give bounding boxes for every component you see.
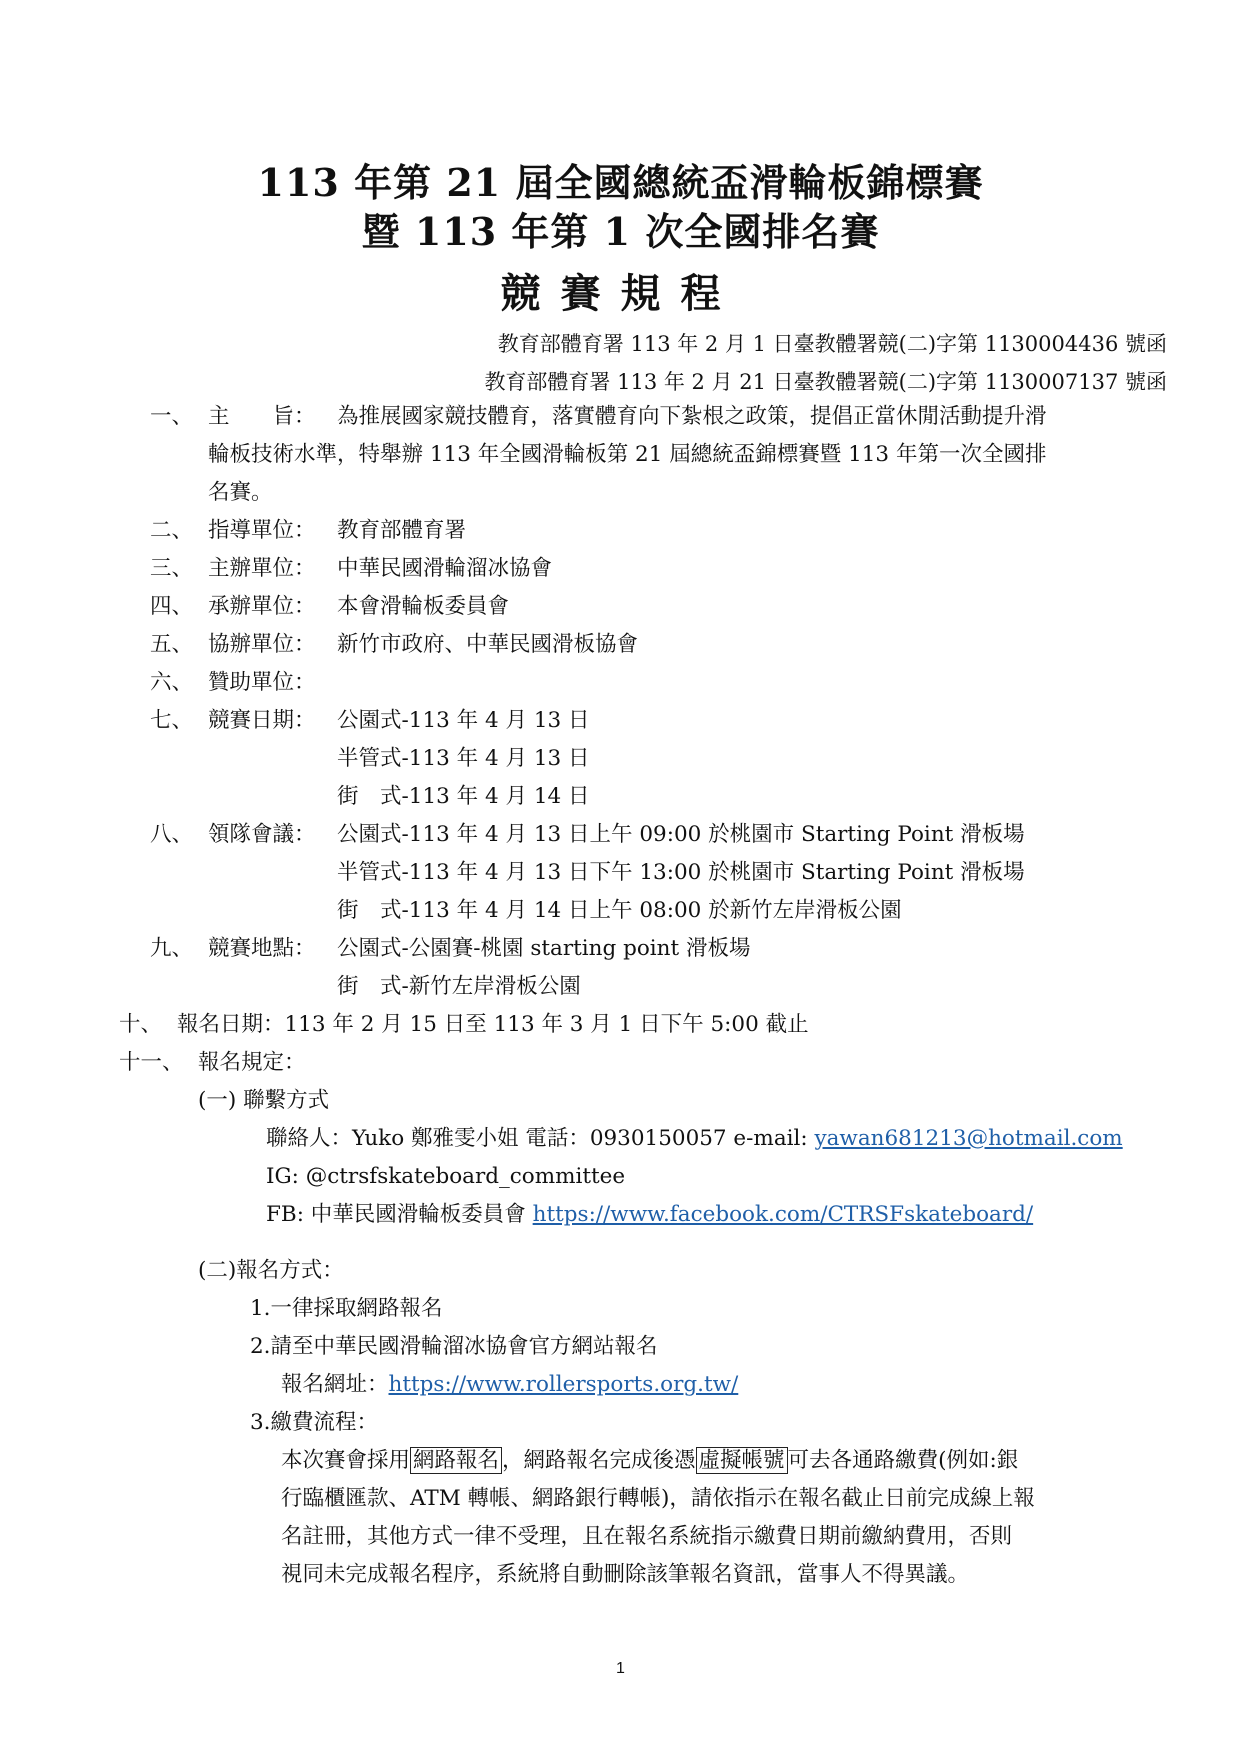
title-line-2: 暨 113 年第 1 次全國排名賽: [361, 209, 880, 254]
page-number: 1: [616, 1660, 625, 1677]
section-meeting-line-3: 街 式-113 年 4 月 14 日上午 08:00 於新竹左岸滑板公園: [337, 898, 902, 923]
facebook-link[interactable]: https://www.facebook.com/CTRSFskateboard/: [532, 1202, 1034, 1227]
section-executor-value: 本會滑輪板委員會: [337, 594, 510, 619]
payment-line-3: 名註冊，其他方式一律不受理，且在報名系統指示繳費日期前繳納費用，否則: [281, 1524, 1013, 1549]
section-venue-label: 競賽地點：: [208, 936, 316, 961]
section-coorganizer-num: 五、: [150, 632, 194, 657]
section-purpose-line-2: 輪板技術水準，特舉辦 113 年全國滑輪板第 21 屆總統盃錦標賽暨 113 年第一次全國排: [208, 442, 1047, 467]
section-sponsor-label: 贊助單位：: [208, 670, 316, 695]
method-heading: (二)報名方式：: [198, 1258, 344, 1283]
contact-line: [266, 1120, 1123, 1158]
contact-fb-label: FB: 中華民國滑輪板委員會: [266, 1202, 533, 1227]
section-meeting-label: 領隊會議：: [208, 822, 316, 847]
method-site-line: [281, 1366, 738, 1404]
section-venue-line-1: 公園式-公園賽-桃園 starting point 滑板場: [337, 936, 751, 961]
section-organizer-num: 三、: [150, 556, 194, 581]
section-purpose-num: 一、: [150, 404, 194, 429]
section-regrules-label: 報名規定：: [198, 1050, 306, 1075]
section-dates-line-3: 街 式-113 年 4 月 14 日: [337, 784, 590, 809]
method-item-1: 1.一律採取網路報名: [250, 1296, 443, 1321]
section-coorganizer-value: 新竹市政府、中華民國滑板協會: [337, 632, 639, 657]
contact-heading: (一) 聯繫方式: [198, 1088, 330, 1113]
reference-line-1: 教育部體育署 113 年 2 月 1 日臺教體署競(二)字第 1130004436 號函: [497, 332, 1167, 356]
section-coorganizer-label: 協辦單位：: [208, 632, 316, 657]
payment-line-1: [281, 1442, 1018, 1480]
title-line-1: 113 年第 21 屆全國總統盃滑輪板錦標賽: [257, 160, 984, 205]
section-regrules-num: 十一、: [119, 1050, 184, 1075]
reference-line-2: 教育部體育署 113 年 2 月 21 日臺教體署競(二)字第 1130007137 號函: [484, 370, 1167, 394]
method-site-label: 報名網址：: [281, 1372, 389, 1397]
section-guidance-num: 二、: [150, 518, 194, 543]
section-dates-line-2: 半管式-113 年 4 月 13 日: [337, 746, 590, 771]
section-meeting-line-2: 半管式-113 年 4 月 13 日下午 13:00 於桃園市 Starting Point 滑板場: [337, 860, 1025, 885]
virtual-account-box: 虛擬帳號: [696, 1447, 788, 1474]
section-purpose-label: 主 旨：: [208, 404, 316, 429]
section-executor-num: 四、: [150, 594, 194, 619]
section-purpose-line-1: 為推展國家競技體育，落實體育向下紮根之政策，提倡正當休閒活動提升滑: [337, 404, 1047, 429]
section-meeting-line-1: 公園式-113 年 4 月 13 日上午 09:00 於桃園市 Starting Point 滑板場: [337, 822, 1025, 847]
payment-text-a: 本次賽會採用: [281, 1448, 411, 1473]
section-dates-num: 七、: [150, 708, 194, 733]
section-meeting-num: 八、: [150, 822, 194, 847]
online-registration-box: 網路報名: [410, 1447, 502, 1474]
payment-line-4: 視同未完成報名程序，系統將自動刪除該筆報名資訊，當事人不得異議。: [281, 1562, 970, 1587]
section-sponsor-num: 六、: [150, 670, 194, 695]
payment-line-2: 行臨櫃匯款、ATM 轉帳、網路銀行轉帳)，請依指示在報名截止日前完成線上報: [281, 1486, 1035, 1511]
section-dates-label: 競賽日期：: [208, 708, 316, 733]
document-heading: 競賽規程: [500, 270, 741, 317]
section-guidance-label: 指導單位：: [208, 518, 316, 543]
section-organizer-value: 中華民國滑輪溜冰協會: [337, 556, 553, 581]
contact-person-phone: 聯絡人：Yuko 鄭雅雯小姐 電話：0930150057 e-mail:: [266, 1126, 815, 1151]
section-venue-num: 九、: [150, 936, 194, 961]
contact-fb-line: [266, 1196, 1033, 1234]
contact-ig: IG: @ctrsfskateboard_committee: [266, 1164, 626, 1189]
method-item-2: 2.請至中華民國滑輪溜冰協會官方網站報名: [250, 1334, 658, 1359]
payment-text-b: ，網路報名完成後憑: [502, 1448, 696, 1473]
section-regdate-num: 十、: [119, 1012, 163, 1037]
contact-email-link[interactable]: yawan681213@hotmail.com: [814, 1126, 1123, 1151]
section-organizer-label: 主辦單位：: [208, 556, 316, 581]
section-venue-line-2: 街 式-新竹左岸滑板公園: [337, 974, 581, 999]
section-dates-line-1: 公園式-113 年 4 月 13 日: [337, 708, 590, 733]
section-purpose-line-3: 名賽。: [208, 480, 273, 505]
section-executor-label: 承辦單位：: [208, 594, 316, 619]
section-guidance-value: 教育部體育署: [337, 518, 467, 543]
payment-text-c: 可去各通路繳費(例如:銀: [787, 1448, 1019, 1473]
section-regdate-text: 報名日期：113 年 2 月 15 日至 113 年 3 月 1 日下午 5:00 截止: [177, 1012, 809, 1037]
method-item-3: 3.繳費流程：: [250, 1410, 379, 1435]
rollersports-site-link[interactable]: https://www.rollersports.org.tw/: [388, 1372, 739, 1397]
